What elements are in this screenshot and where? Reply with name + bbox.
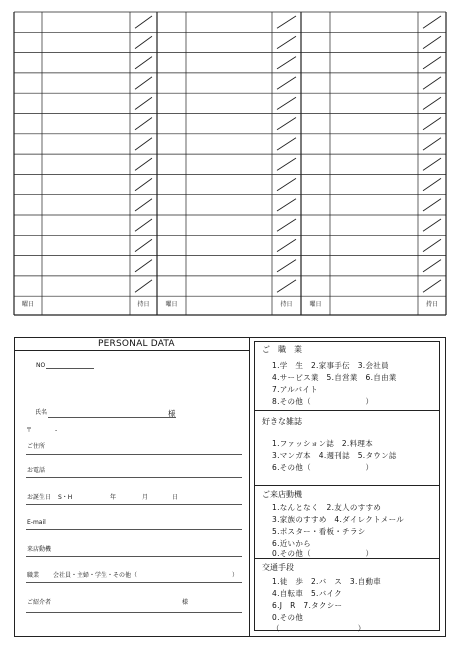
ledger-slash-mark <box>423 16 441 28</box>
ledger-slash-mark <box>135 239 152 251</box>
ledger-slash-mark <box>423 199 441 211</box>
birthday-day: 日 <box>172 494 179 501</box>
postal-dash: - <box>55 427 58 434</box>
email-field[interactable] <box>26 529 242 530</box>
section-divider-vertical <box>249 337 250 637</box>
ledger-slash-mark <box>423 158 441 170</box>
occupation-title: ご 職 業 <box>262 345 302 354</box>
ledger-slash-mark <box>277 178 296 190</box>
ledger-slash-mark <box>135 260 152 272</box>
address-field[interactable] <box>26 454 242 455</box>
motive-line-1: 1.なんとなく 2.友人のすすめ <box>272 503 382 512</box>
ledger-slash-mark <box>277 77 296 89</box>
ledger-slash-mark <box>423 77 441 89</box>
ledger-slash-mark <box>277 16 296 28</box>
ledger-slash-mark <box>277 280 296 292</box>
transport-line-4: 0.その他 <box>272 613 304 622</box>
ledger-slash-mark <box>277 199 296 211</box>
transport-line-5: （ ） <box>272 624 366 633</box>
transport-line-1: 1.徒 歩 2.バ ス 3.自動車 <box>272 577 382 586</box>
magazine-line-2: 3.マンガ本 4.週刊誌 5.タウン誌 <box>272 451 397 460</box>
ledger-slash-mark <box>277 138 296 150</box>
ledger-slash-mark <box>423 57 441 69</box>
ledger-slash-mark <box>277 97 296 109</box>
survey-divider-1 <box>254 410 440 411</box>
ledger-slash-mark <box>423 36 441 48</box>
ledger-slash-mark <box>135 158 152 170</box>
ledger-slash-mark <box>277 57 296 69</box>
ledger-slash-mark <box>135 178 152 190</box>
ledger-slash-mark <box>423 239 441 251</box>
ledger-footer-label: 曜日 <box>309 301 322 309</box>
ledger-slash-mark <box>135 199 152 211</box>
occupation-line-4: 8.その他（ ） <box>272 397 374 406</box>
birthday-field[interactable] <box>26 504 242 505</box>
ledger-slash-mark <box>135 138 152 150</box>
ledger-slash-mark <box>135 16 152 28</box>
job-label: 職業 <box>27 572 40 579</box>
ledger-slash-mark <box>423 260 441 272</box>
ledger-slash-mark <box>277 158 296 170</box>
ledger-footer-label: 持日 <box>137 301 150 309</box>
visit-reason-field[interactable] <box>26 556 242 557</box>
birthday-year: 年 <box>110 494 117 501</box>
referrer-label: ご紹介者 <box>27 599 52 606</box>
visit-reason-label: 来店動機 <box>27 546 52 553</box>
ledger-slash-mark <box>423 178 441 190</box>
motive-line-5: 0.その他（ ） <box>272 549 374 558</box>
magazine-title: 好きな雑誌 <box>262 417 302 426</box>
job-options: 会社員・主婦・学生・その他（ <box>53 572 138 579</box>
motive-line-4: 6.近いから <box>272 539 311 548</box>
ledger-slash-mark <box>423 138 441 150</box>
survey-divider-3 <box>254 558 440 559</box>
ledger-slash-mark <box>277 118 296 130</box>
title-divider <box>14 350 249 351</box>
ledger-slash-mark <box>277 260 296 272</box>
name-honorific: 様 <box>168 409 176 418</box>
address-label: ご住所 <box>27 443 46 450</box>
birthday-era: S・H <box>58 494 73 501</box>
occupation-line-2: 4.サービス業 5.自営業 6.自由業 <box>272 373 397 382</box>
ledger-slash-mark <box>277 36 296 48</box>
ledger-slash-mark <box>135 77 152 89</box>
birthday-label: お誕生日 <box>27 494 52 501</box>
ledger-slash-mark <box>423 219 441 231</box>
no-label: NO <box>36 362 46 369</box>
motive-line-3: 5.ポスター・看板・チラシ <box>272 527 366 536</box>
referrer-field[interactable] <box>26 612 242 613</box>
phone-field[interactable] <box>26 477 242 478</box>
ledger-slash-mark <box>135 97 152 109</box>
ledger-slash-mark <box>277 239 296 251</box>
no-field[interactable] <box>46 368 94 369</box>
job-field[interactable] <box>26 582 242 583</box>
transport-line-3: 6.J R 7.タクシー <box>272 601 343 610</box>
personal-data-title: PERSONAL DATA <box>98 339 175 349</box>
ledger-slash-mark <box>135 36 152 48</box>
ledger-footer-label: 持日 <box>280 301 293 309</box>
name-label: 氏名 <box>35 409 48 416</box>
birthday-month: 月 <box>142 494 149 501</box>
ledger-slash-mark <box>423 118 441 130</box>
occupation-line-3: 7.アルバイト <box>272 385 318 394</box>
motive-line-2: 3.家族のすすめ 4.ダイレクトメール <box>272 515 405 524</box>
ledger-slash-mark <box>135 280 152 292</box>
transport-line-2: 4.自転車 5.バイク <box>272 589 342 598</box>
ledger-slash-mark <box>423 97 441 109</box>
ledger-slash-mark <box>135 118 152 130</box>
transport-title: 交通手段 <box>262 563 294 572</box>
ledger-footer-label: 曜日 <box>21 301 34 309</box>
postal-mark: 〒 <box>26 427 33 434</box>
magazine-line-3: 6.その他（ ） <box>272 463 374 472</box>
phone-label: お電話 <box>27 467 46 474</box>
name-field[interactable] <box>48 417 176 418</box>
survey-divider-2 <box>254 485 440 486</box>
motive-title: ご来店動機 <box>262 490 302 499</box>
ledger-slash-mark <box>423 280 441 292</box>
referrer-honorific: 様 <box>182 599 189 606</box>
occupation-line-1: 1.学 生 2.家事手伝 3.会社員 <box>272 361 389 370</box>
ledger-footer-label: 持日 <box>425 301 438 309</box>
ledger-footer-label: 曜日 <box>165 301 178 309</box>
job-close: ） <box>232 572 239 579</box>
ledger-slash-mark <box>135 57 152 69</box>
email-label: E-mail <box>27 519 46 526</box>
ledger-slash-mark <box>277 219 296 231</box>
ledger-slash-mark <box>135 219 152 231</box>
magazine-line-1: 1.ファッション誌 2.料理本 <box>272 439 374 448</box>
